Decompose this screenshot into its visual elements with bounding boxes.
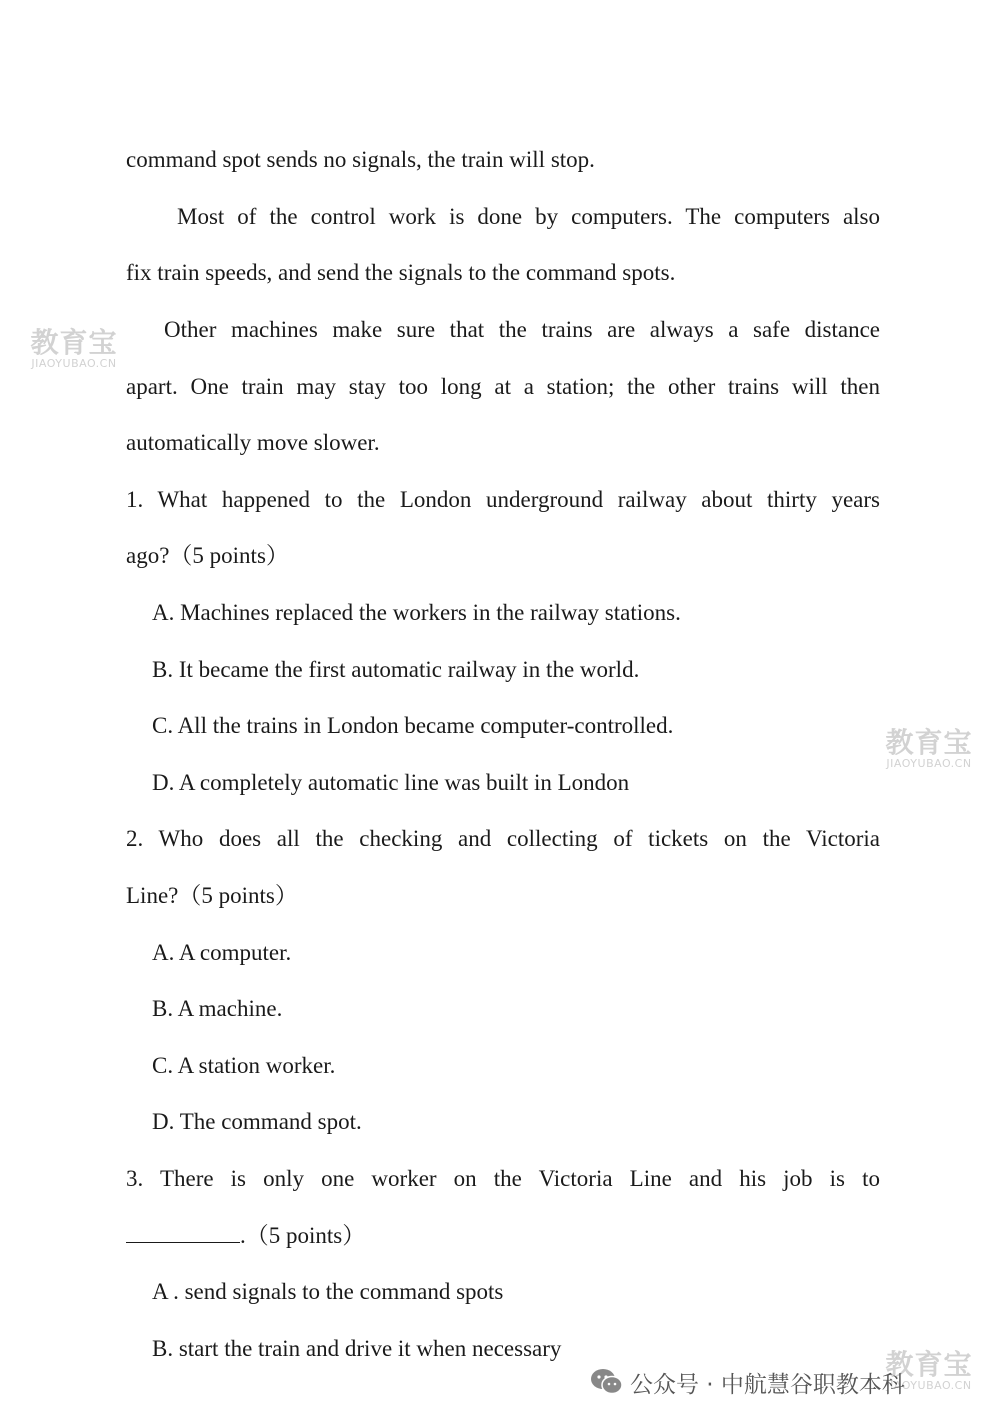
watermark-en: JIAOYUBAO.CN — [31, 357, 117, 370]
question-1-text: 1. What happened to the London underground railway about thirty years — [126, 487, 880, 512]
question-3-points: .（5 points） — [240, 1223, 366, 1248]
question-3-option-a: A . send signals to the command spots — [152, 1279, 504, 1304]
question-3-text: 3. There is only one worker on the Victoria Line and his job is to — [126, 1166, 880, 1191]
passage-line: Other machines make sure that the trains are always a safe distance — [164, 317, 880, 342]
passage-line: Most of the control work is done by computers. The computers also — [177, 204, 880, 229]
footer-text: 公众号 · 中航慧谷职教本科 — [630, 1371, 905, 1398]
question-2-option-c: C. A station worker. — [152, 1053, 336, 1078]
watermark-cn: 教育宝 — [30, 326, 118, 359]
watermark-left — [16, 328, 132, 370]
question-2-option-d: D. The command spot. — [152, 1109, 362, 1134]
watermark-cn: 教育宝 — [885, 1348, 973, 1381]
footer-account — [590, 1366, 905, 1398]
question-2-option-a: A. A computer. — [152, 940, 292, 965]
watermark-en: JIAOYUBAO.CN — [886, 757, 972, 770]
passage-line: command spot sends no signals, the train will stop. — [126, 147, 595, 172]
watermark-cn: 教育宝 — [885, 726, 973, 759]
passage-line: apart. One train may stay too long at a station; the other trains will then — [126, 374, 880, 399]
watermark-en: JIAOYUBAO.CN — [886, 1379, 972, 1392]
question-1-option-d: D. A completely automatic line was built in London — [152, 770, 630, 795]
passage-line: automatically move slower. — [126, 430, 380, 455]
question-3-option-b: B. start the train and drive it when necessary — [152, 1336, 562, 1361]
question-2-option-b: B. A machine. — [152, 996, 283, 1021]
question-3-blank-line — [126, 1222, 880, 1250]
watermark-right — [872, 728, 986, 770]
question-2-points: Line?（5 points） — [126, 883, 298, 908]
answer-blank — [126, 1222, 240, 1243]
question-1-option-a: A. Machines replaced the workers in the railway stations. — [152, 600, 681, 625]
passage-line: fix train speeds, and send the signals to the command spots. — [126, 260, 676, 285]
question-2-text: 2. Who does all the checking and collecting of tickets on the Victoria — [126, 826, 880, 851]
question-1-points: ago?（5 points） — [126, 543, 289, 568]
question-1-option-b: B. It became the first automatic railway in the world. — [152, 657, 640, 682]
wechat-icon — [590, 1367, 624, 1397]
question-1-option-c: C. All the trains in London became computer-controlled. — [152, 713, 674, 738]
